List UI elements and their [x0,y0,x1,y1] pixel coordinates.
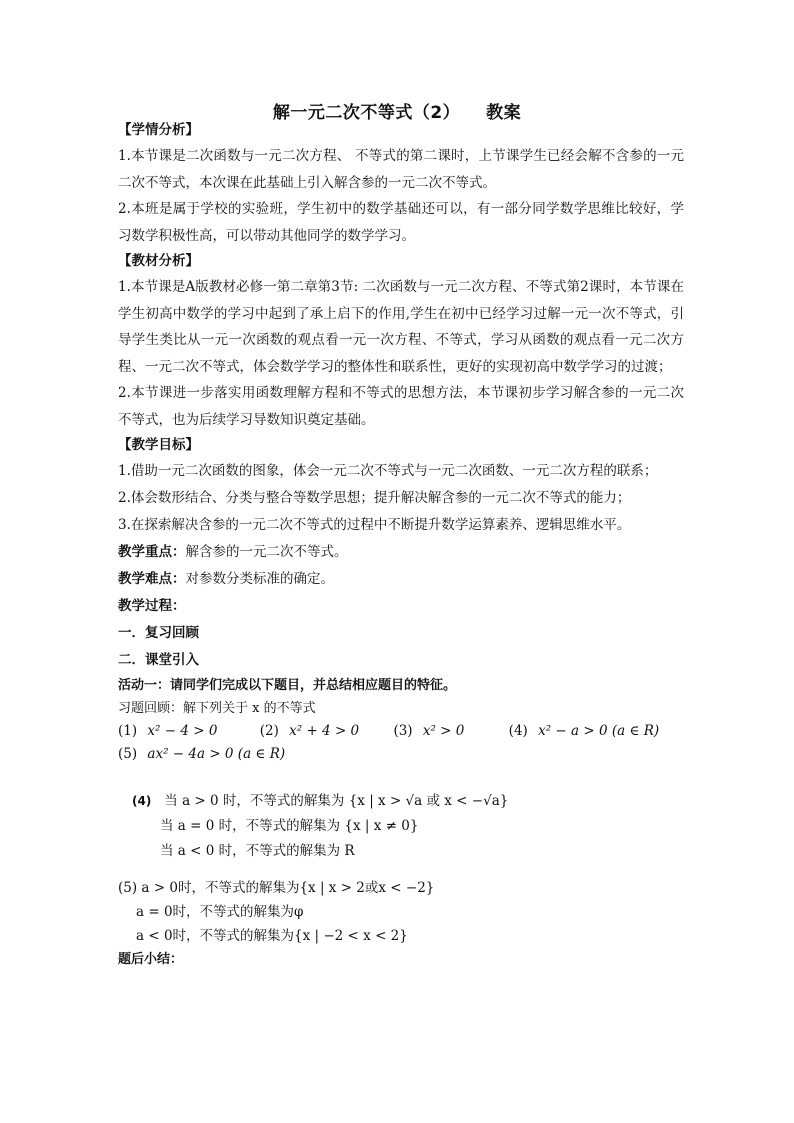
solution-4-case-zero: 当 a = 0 时，不等式的解集为 {x | x ≠ 0} [160,818,419,834]
solution-4-line-1 [118,788,684,814]
exercise-5: ax² − 4a > 0 (a ∈ R) [147,746,286,762]
solution-4-number: (4) [132,794,152,808]
summary-label: 题后小结： [118,952,184,967]
solution-5-case-positive: (5) a > 0时，不等式的解集为{x | x > 2或x < −2} [118,880,435,896]
step-review: 一．复习回顾 [118,625,199,641]
jiaocai-paragraph-1: 1.本节课是A版教材必修一第二章第3节: 二次函数与一元二次方程、不等式第2课时，本节课在学生初高中数学的学习中起到了承上启下的作用,学生在初中已经学习过解一元一次不等式，引导学生类比从一元一次函数的观点看一元一次方程、不等式，学习从函数的观点看一元二次方程、一元二次不等式，体会数学学习的整体性和联系性，更好的实现初高中数学学习的过渡； [118,279,684,375]
exercise-4-number: (4) [508,723,528,739]
exercise-row-2 [118,743,684,766]
key-point-label: 教学重点： [118,544,186,560]
difficulty-text: 对参数分类标准的确定。 [185,571,334,587]
document-body [118,118,684,971]
exercise-1-number: (1) [118,723,138,739]
key-point-text: 解含参的一元二次不等式。 [185,544,348,560]
goal-item-2: 2.体会数形结合、分类与整合等数学思想；提升解决解含参的一元二次不等式的能力； [118,490,631,506]
xueqing-paragraph-1: 1.本节课是二次函数与一元二次方程、 不等式的第二课时，上节课学生已经会解不含参的一元二次不等式，本次课在此基础上引入解含参的一元二次不等式。 [118,148,684,191]
exercise-intro: 习题回顾：解下列关于 x 的不等式 [118,701,316,716]
difficulty [118,566,684,593]
title-main: 解一元二次不等式（2） [272,103,461,123]
exercise-row-1 [118,720,684,743]
step-introduction: 二．课堂引入 [118,652,199,668]
exercise-3: x² > 0 [422,723,465,739]
exercise-5-number: (5) [118,746,138,762]
exercise-2: x² + 4 > 0 [289,723,360,739]
title-suffix: 教案 [486,103,522,123]
solution-5-case-negative: a < 0时，不等式的解集为{x | −2 < x < 2} [136,928,408,944]
exercise-3-number: (3) [393,723,413,739]
goal-item-1: 1.借助一元二次函数的图象，体会一元二次不等式与一元二次函数、一元二次方程的联系； [118,463,658,479]
solution-5-case-zero: a = 0时，不等式的解集为φ [136,904,304,920]
difficulty-label: 教学难点： [118,571,186,587]
section-heading-jiaocai: 【教材分析】 [118,253,199,269]
exercise-2-number: (2) [259,723,279,739]
process-label: 教学过程： [118,598,186,614]
section-heading-xueqing: 【学情分析】 [118,122,199,138]
activity-one: 活动一：请同学们完成以下题目，并总结相应题目的特征。 [118,678,457,693]
key-point [118,539,684,566]
solution-4-case-positive: 当 a > 0 时，不等式的解集为 {x | x > √a 或 x < −√a} [164,793,509,809]
exercise-1: x² − 4 > 0 [147,723,218,739]
goal-item-3: 3.在探索解决含参的一元二次不等式的过程中不断提升数学运算素养、逻辑思维水平。 [118,517,631,533]
exercise-4: x² − a > 0 (a ∈ R) [538,723,660,739]
solution-4-case-negative: 当 a < 0 时，不等式的解集为 R [160,843,355,859]
jiaocai-paragraph-2: 2.本节课进一步落实用函数理解方程和不等式的思想方法，本节课初步学习解含参的一元二次不等式，也为后续学习导数知识奠定基础。 [118,385,684,428]
section-heading-mubiao: 【教学目标】 [118,437,199,453]
xueqing-paragraph-2: 2.本班是属于学校的实验班，学生初中的数学基础还可以，有一部分同学数学思维比较好，学习数学积极性高，可以带动其他同学的数学学习。 [118,201,684,244]
